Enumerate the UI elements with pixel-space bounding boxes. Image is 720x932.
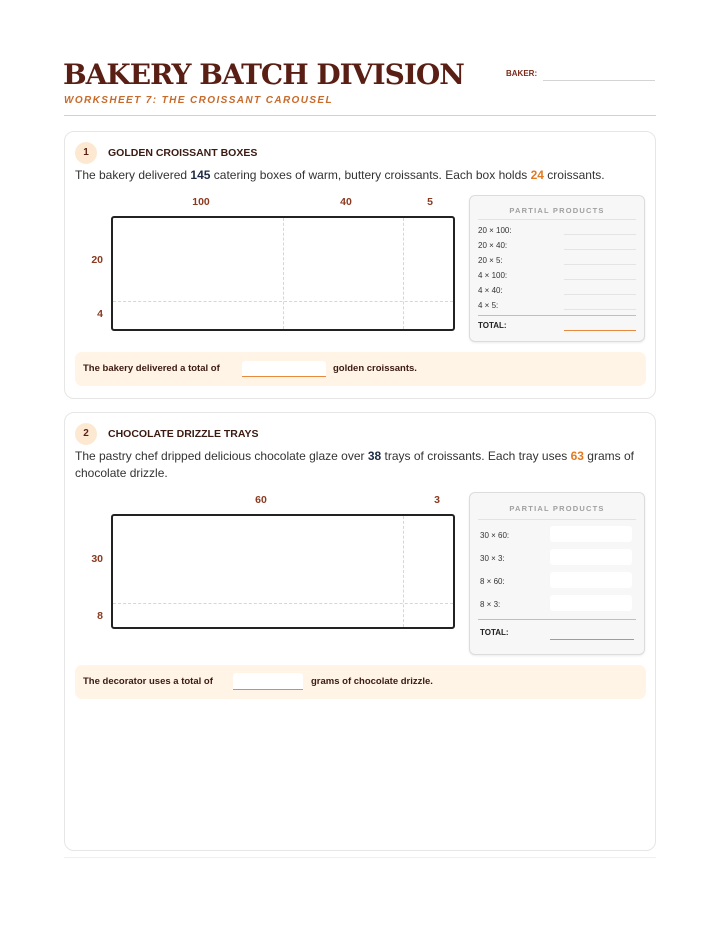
total-label: TOTAL: bbox=[478, 321, 507, 330]
partial-product-field[interactable] bbox=[550, 572, 632, 588]
problem-text: The bakery delivered 145 catering boxes of warm, buttery croissants. Each box holds 24 croissants. bbox=[75, 168, 605, 182]
answer-field[interactable] bbox=[233, 673, 303, 690]
number-highlight: 63 bbox=[570, 449, 584, 463]
panel-divider bbox=[478, 219, 636, 220]
total-divider bbox=[478, 315, 636, 316]
grid-divider bbox=[113, 301, 453, 302]
partial-product-label: 4 × 100: bbox=[478, 271, 508, 280]
answer-sentence-box bbox=[75, 665, 646, 699]
area-model-top-label: 5 bbox=[427, 196, 433, 208]
area-model-side-label: 20 bbox=[91, 254, 103, 266]
number-highlight: 145 bbox=[190, 168, 211, 182]
partial-product-label: 8 × 3: bbox=[480, 600, 501, 609]
problem-number-badge: 2 bbox=[75, 423, 97, 445]
partial-product-label: 20 × 40: bbox=[478, 241, 508, 250]
partial-product-field[interactable] bbox=[550, 549, 632, 565]
worksheet-subtitle: WORKSHEET 7: THE CROISSANT CAROUSEL bbox=[64, 95, 334, 106]
partial-product-label: 30 × 3: bbox=[480, 554, 505, 563]
partial-product-label: 4 × 5: bbox=[478, 301, 499, 310]
partial-product-field[interactable] bbox=[564, 309, 636, 310]
partial-products-panel bbox=[469, 492, 645, 655]
grid-divider bbox=[113, 603, 453, 604]
partial-product-field[interactable] bbox=[564, 264, 636, 265]
grid-divider bbox=[283, 218, 284, 329]
partial-product-field[interactable] bbox=[564, 249, 636, 250]
area-model-grid[interactable] bbox=[111, 514, 455, 629]
area-model-top-label: 40 bbox=[340, 196, 352, 208]
partial-product-label: 8 × 60: bbox=[480, 577, 505, 586]
partial-products-title: PARTIAL PRODUCTS bbox=[509, 206, 605, 215]
answer-text-after: grams of chocolate drizzle. bbox=[311, 676, 433, 687]
header-divider bbox=[64, 115, 656, 116]
total-field[interactable] bbox=[564, 330, 636, 331]
answer-text-after: golden croissants. bbox=[333, 363, 417, 374]
answer-sentence-box bbox=[75, 352, 646, 386]
problem-text: The pastry chef dripped delicious chocolate glaze over 38 trays of croissants. Each tray uses 63 grams of chocolate drizzle. bbox=[75, 449, 634, 480]
panel-divider bbox=[478, 519, 636, 520]
number-highlight: 38 bbox=[367, 449, 382, 463]
problem-title: GOLDEN CROISSANT BOXES bbox=[108, 147, 258, 159]
area-model-grid[interactable] bbox=[111, 216, 455, 331]
answer-field[interactable] bbox=[242, 361, 326, 377]
problem-title: CHOCOLATE DRIZZLE TRAYS bbox=[108, 428, 259, 440]
partial-product-field[interactable] bbox=[564, 234, 636, 235]
area-model-side-label: 30 bbox=[91, 553, 103, 565]
grid-divider bbox=[403, 516, 404, 627]
area-model-top-label: 60 bbox=[255, 494, 267, 506]
area-model-side-label: 8 bbox=[97, 610, 103, 622]
page-title: BAKERY BATCH DIVISION bbox=[63, 58, 464, 91]
partial-product-field[interactable] bbox=[564, 294, 636, 295]
answer-text-before: The decorator uses a total of bbox=[83, 676, 213, 687]
footer-divider bbox=[64, 857, 656, 858]
number-highlight: 24 bbox=[530, 168, 544, 182]
area-model-side-label: 4 bbox=[97, 308, 103, 320]
partial-product-field[interactable] bbox=[550, 526, 632, 542]
problem-card-2 bbox=[64, 412, 656, 851]
partial-product-label: 20 × 100: bbox=[478, 226, 512, 235]
partial-product-field[interactable] bbox=[550, 595, 632, 611]
partial-product-label: 4 × 40: bbox=[478, 286, 503, 295]
partial-products-panel bbox=[469, 195, 645, 342]
area-model-top-label: 3 bbox=[434, 494, 440, 506]
answer-text-before: The bakery delivered a total of bbox=[83, 363, 220, 374]
total-label: TOTAL: bbox=[480, 628, 509, 637]
baker-name-field[interactable] bbox=[543, 80, 655, 81]
baker-label: BAKER: bbox=[506, 69, 538, 78]
partial-products-title: PARTIAL PRODUCTS bbox=[509, 504, 605, 513]
partial-product-label: 30 × 60: bbox=[480, 531, 510, 540]
total-divider bbox=[478, 619, 636, 620]
partial-product-label: 20 × 5: bbox=[478, 256, 503, 265]
total-field[interactable] bbox=[550, 639, 634, 640]
partial-product-field[interactable] bbox=[564, 279, 636, 280]
problem-card-1 bbox=[64, 131, 656, 399]
problem-number-badge: 1 bbox=[75, 142, 97, 164]
area-model-top-label: 100 bbox=[192, 196, 210, 208]
grid-divider bbox=[403, 218, 404, 329]
